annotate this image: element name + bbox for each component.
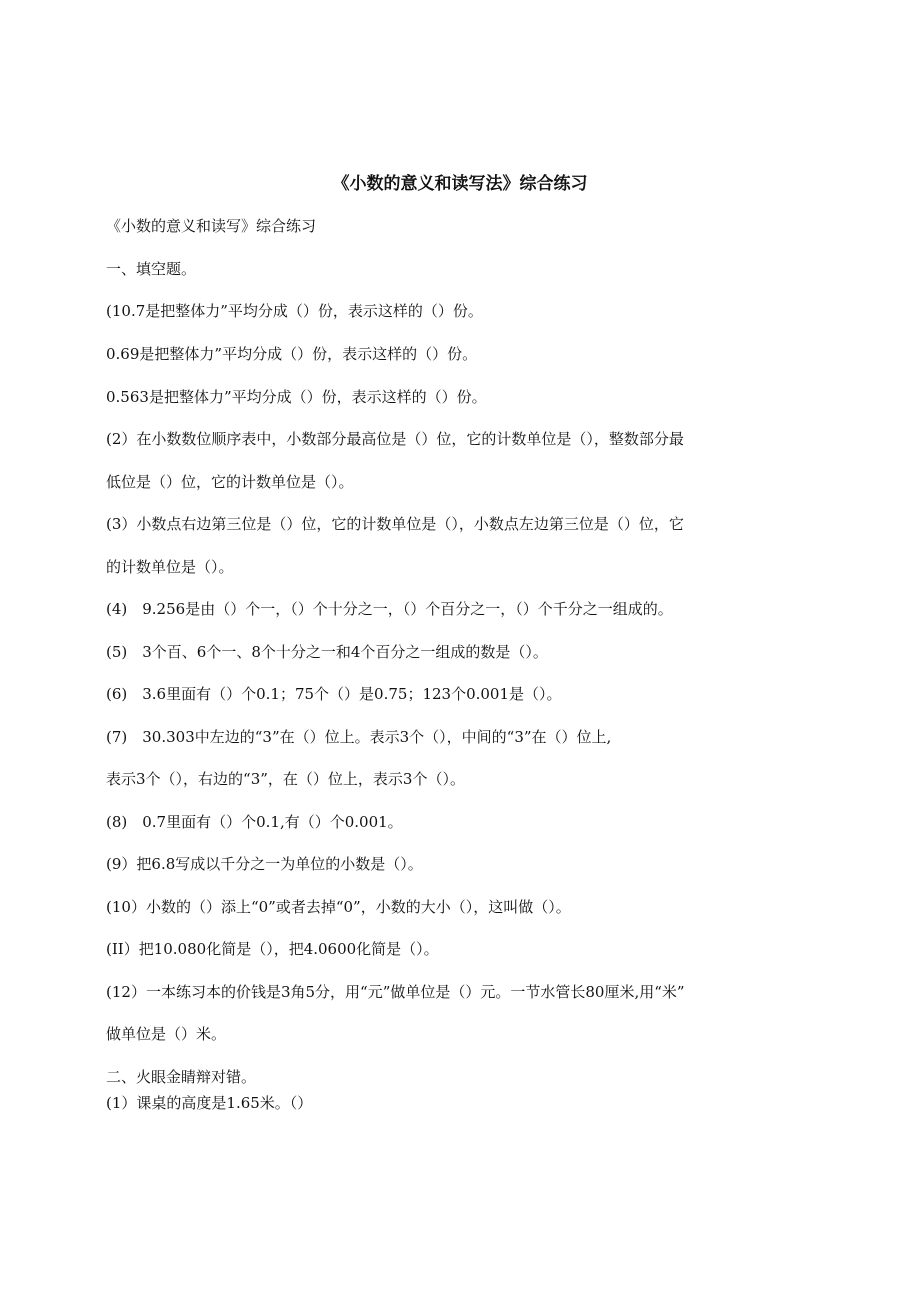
section-heading-fill-in: 一、填空题。 [106,260,197,278]
document-subtitle: 《小数的意义和读写》综合练习 [106,217,317,235]
question-line: (6) 3.6里面有（）个0.1；75个（）是0.75；123个0.001是（）。 [106,685,562,703]
question-line: 的计数单位是（）。 [106,558,234,576]
question-line: (5) 3个百、6个一、8个十分之一和4个百分之一组成的数是（）。 [106,643,548,661]
question-line: (II）把10.080化简是（），把4.0600化简是（）。 [106,940,439,958]
question-line: (3）小数点右边第三位是（）位，它的计数单位是（），小数点左边第三位是（）位，它 [106,515,684,533]
question-line: (8) 0.7里面有（）个0.1,有（）个0.001。 [106,813,403,831]
question-line: 做单位是（）米。 [106,1025,227,1043]
question-line: 0.69是把整体力”平均分成（）份，表示这样的（）份。 [106,345,478,363]
question-line: 0.563是把整体力”平均分成（）份，表示这样的（）份。 [106,388,487,406]
question-line: 低位是（）位，它的计数单位是（）。 [106,473,354,491]
question-line: (7) 30.303中左边的“3”在（）位上。表示3个（），中间的“3”在（）位上, [106,728,612,746]
question-line: (2）在小数数位顺序表中，小数部分最高位是（）位，它的计数单位是（），整数部分最 [106,430,684,448]
question-line: (12）一本练习本的价钱是3角5分，用“元”做单位是（）元。一节水管长80厘米,用“米” [106,983,685,1001]
question-line: (9）把6.8写成以千分之一为单位的小数是（）。 [106,855,423,873]
question-line: (10）小数的（）添上“0”或者去掉“0”，小数的大小（），这叫做（）。 [106,898,571,916]
document-title: 《小数的意义和读写法》综合练习 [332,174,588,194]
section-heading-true-false: 二、火眼金睛辩对错。 [106,1068,257,1086]
question-line: (1）课桌的高度是1.65米。（） [106,1094,313,1112]
question-line: (10.7是把整体力”平均分成（）份，表示这样的（）份。 [106,302,483,320]
question-line: (4) 9.256是由（）个一，（）个十分之一，（）个百分之一，（）个千分之一组成的。 [106,600,673,618]
question-line: 表示3个（），右边的“3”，在（）位上，表示3个（）。 [106,770,465,788]
